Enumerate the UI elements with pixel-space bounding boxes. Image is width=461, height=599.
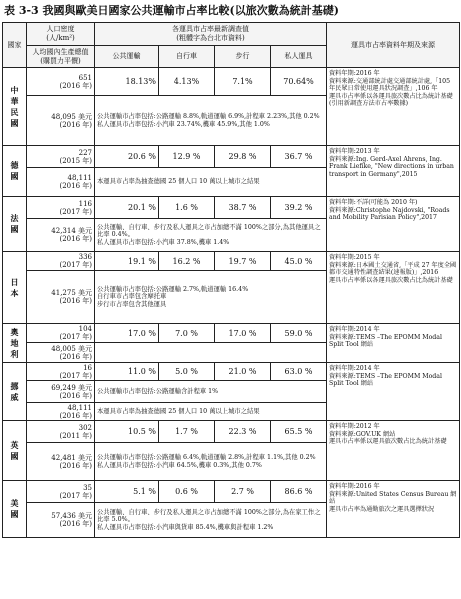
source-note: 資料年期:2012 年 資料來源:GOV.UK 網站 運具市占率係以運具旅次數占比為統計基礎 [327, 421, 460, 481]
table-row [3, 421, 460, 443]
mode-share-private: 36.7 % [271, 146, 327, 168]
header-survey: 各運具市占率最新調查值 (粗體字為台北市資料) [95, 23, 327, 46]
country-name: 奧地利 [3, 324, 27, 363]
mode-share-bicycle: 5.0 % [159, 363, 215, 381]
table-row [3, 197, 460, 219]
country-name: 日本 [3, 252, 27, 324]
share-note: 本運具市占率為抽查德國 25 個人口 10 萬以上城市之結果 [95, 168, 327, 197]
share-note: 公共運輸市占率包括:公路運輸含計程車 1% [95, 381, 327, 403]
population-density: 16 (2017 年) [27, 363, 95, 381]
table-row [3, 68, 460, 96]
header-mode-bicycle: 自行車 [159, 46, 215, 68]
country-name: 挪威 [3, 363, 27, 421]
header-mode-walking: 步行 [215, 46, 271, 68]
population-density: 651 (2016 年) [27, 68, 95, 96]
mode-share-transit: 20.1 % [95, 197, 159, 219]
country-name: 德國 [3, 146, 27, 197]
mode-share-walking: 7.1% [215, 68, 271, 96]
share-note: 本運具市占率為抽查德國 25 個人口 10 萬以上城市之結果 [95, 403, 327, 421]
source-note: 資料年期:2014 年 資料來源:TEMS –The EPOMM Modal Split Tool 網站 [327, 363, 460, 421]
population-density: 227 (2015 年) [27, 146, 95, 168]
table-row [3, 363, 460, 381]
mode-share-walking: 17.0 % [215, 324, 271, 343]
mode-share-table [2, 22, 460, 538]
table-row [3, 481, 460, 503]
mode-share-walking: 19.7 % [215, 252, 271, 271]
mode-share-private: 86.6 % [271, 481, 327, 503]
mode-share-bicycle: 12.9 % [159, 146, 215, 168]
mode-share-private: 70.64% [271, 68, 327, 96]
mode-share-private: 65.5 % [271, 421, 327, 443]
table-row [3, 146, 460, 168]
mode-share-transit: 17.0 % [95, 324, 159, 343]
gdp-per-capita: 41,275 美元 (2016 年) [27, 271, 95, 324]
mode-share-bicycle: 4.13% [159, 68, 215, 96]
header-mode-transit: 公共運輸 [95, 46, 159, 68]
country-name: 中華民國 [3, 68, 27, 146]
mode-share-transit: 20.6 % [95, 146, 159, 168]
share-note: 公共運輸市占率包括:公路運輸 2.7%,軌道運輸 16.4% 自行車市占率包含摩托車 步行市占率包含其他運具 [95, 271, 327, 324]
population-density: 302 (2011 年) [27, 421, 95, 443]
country-name: 法國 [3, 197, 27, 252]
mode-share-bicycle: 0.6 % [159, 481, 215, 503]
mode-share-private: 63.0 % [271, 363, 327, 381]
table-title: 表 3-3 我國與歐美日國家公共運輸市占率比較(以旅次數為統計基礎) [4, 4, 339, 17]
mode-share-private: 45.0 % [271, 252, 327, 271]
share-note: 公共運輸、自行車、步行及私人運具之市占加總不滿 100%之部分,為其他運具之比率 0.4%。 私人運具市占率包括:小汽車 37.8%,機車 1.4% [95, 219, 327, 252]
mode-share-bicycle: 16.2 % [159, 252, 215, 271]
header-gdp: 人均國內生產總值(購買力平價) [27, 46, 95, 68]
mode-share-private: 39.2 % [271, 197, 327, 219]
mode-share-transit: 19.1 % [95, 252, 159, 271]
gdp-per-capita: 57,436 美元 (2016 年) [27, 503, 95, 538]
share-note: 公共運輸市占率包括:公路運輸 8.8%,軌道運輸 6.9%,計程車 2.23%,其他 0.2% 私人運具市占率包括:小汽車 23.74%,機車 45.9%,其他 1.0% [95, 96, 327, 146]
share-note: 公共運輸、自行車、步行及私人運具之市占加總不滿 100%之部分,為在家工作之比率 5.0%。 私人運具市占率包括:小汽車與貨車 85.4%,機車與計程車 1.2% [95, 503, 327, 538]
gdp-per-capita: 69,249 美元 (2016 年) [27, 381, 95, 403]
mode-share-transit: 10.5 % [95, 421, 159, 443]
mode-share-walking: 21.0 % [215, 363, 271, 381]
source-note: 資料年期:不詳(可能為 2010 年) 資料來源:Christophe Najdovski, "Roads and Mobility Parisian Policy",2017 [327, 197, 460, 252]
table-row [3, 324, 460, 343]
mode-share-transit: 18.13% [95, 68, 159, 96]
mode-share-walking: 22.3 % [215, 421, 271, 443]
header-mode-private: 私人運具 [271, 46, 327, 68]
gdp-per-capita: 48,095 美元 (2016 年) [27, 96, 95, 146]
share-note [95, 343, 327, 363]
population-density: 336 (2017 年) [27, 252, 95, 271]
mode-share-bicycle: 7.0 % [159, 324, 215, 343]
gdp-per-capita: 42,481 美元 (2016 年) [27, 443, 95, 481]
population-density: 116 (2017 年) [27, 197, 95, 219]
source-note: 資料年期:2016 年 資料來源:交通部統計處交通部統計處,「105 年民眾日常使用運具狀況調查」,106 年 運具市占率係以各運具旅次數占比為統計基礎(引用新調查方法市占率數據) [327, 68, 460, 146]
share-note: 公共運輸市占率包括:公路運輸 6.4%,軌道運輸 2.8%,計程車 1.1%,其他 0.2% 私人運具市占率包括:小汽車 64.5%,機車 0.3%,其他 0.7% [95, 443, 327, 481]
mode-share-transit: 11.0 % [95, 363, 159, 381]
population-density: 104 (2017 年) [27, 324, 95, 343]
country-name: 美國 [3, 481, 27, 538]
gdp-per-capita: 42,314 美元 (2016 年) [27, 219, 95, 252]
population-density: 35 (2017 年) [27, 481, 95, 503]
header-density: 人口密度 (人/km²) [27, 23, 95, 46]
mode-share-bicycle: 1.6 % [159, 197, 215, 219]
mode-share-transit: 5.1 % [95, 481, 159, 503]
header-source: 運具市占率資料年期及來源 [327, 23, 460, 68]
gdp-per-capita: 48,111 (2016 年) [27, 403, 95, 421]
mode-share-bicycle: 1.7 % [159, 421, 215, 443]
table-row [3, 252, 460, 271]
country-name: 英國 [3, 421, 27, 481]
mode-share-walking: 29.8 % [215, 146, 271, 168]
gdp-per-capita: 48,005 美元 (2016 年) [27, 343, 95, 363]
source-note: 資料年期:2013 年 資料來源:Ing. Gerd-Axel Ahrens, Ing. Frank Liefike, "New directions in urban transport in Germany",2015 [327, 146, 460, 197]
gdp-per-capita: 48,111 (2016 年) [27, 168, 95, 197]
source-note: 資料年期:2014 年 資料來源:TEMS –The EPOMM Modal Split Tool 網站 [327, 324, 460, 363]
mode-share-walking: 38.7 % [215, 197, 271, 219]
mode-share-walking: 2.7 % [215, 481, 271, 503]
source-note: 資料年期:2016 年 資料來源:United States Census Bureau 網站 運具市占率為通勤旅次之運具選擇狀況 [327, 481, 460, 538]
mode-share-private: 59.0 % [271, 324, 327, 343]
source-note: 資料年期:2015 年 資料來源:日本國土交通省,「平成 27 年度全國都市交通特性調查結果(速報版)」,2016 運具市占率係以各運具旅次數占比為統計基礎 [327, 252, 460, 324]
header-country: 國家 [3, 23, 27, 68]
